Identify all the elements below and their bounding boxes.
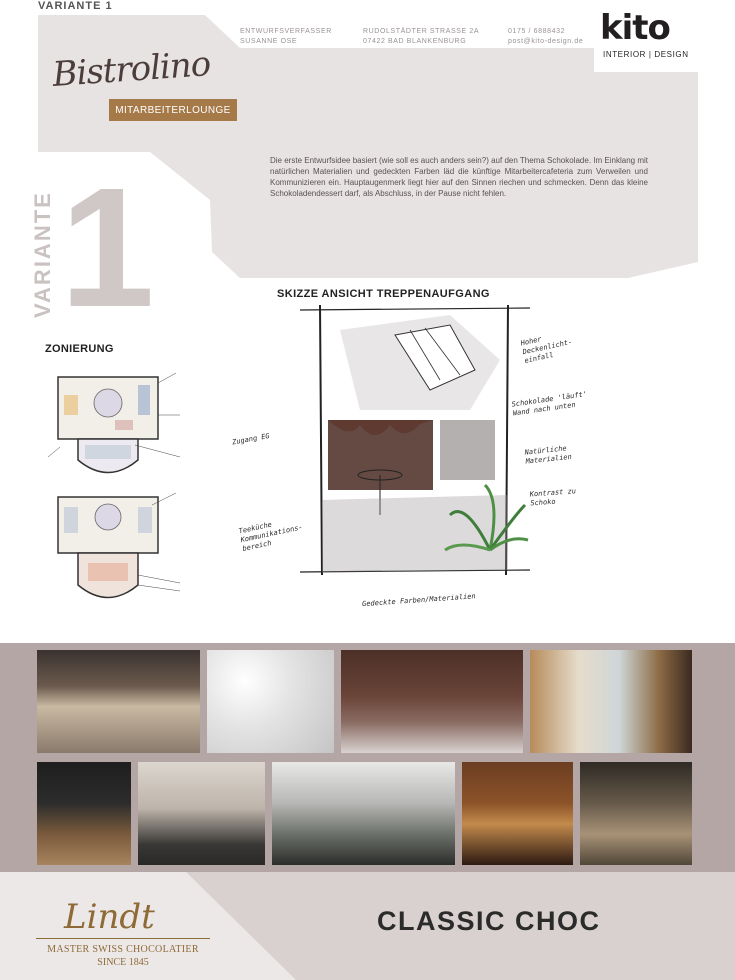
- floor-plan-lower: [58, 493, 180, 598]
- lindt-since: SINCE 1845: [97, 957, 149, 968]
- zonierung-title: ZONIERUNG: [45, 343, 114, 355]
- sketch-note-chocolate-wall: Schokolade 'läuft' Wand nach unten: [511, 390, 588, 418]
- author-block: [240, 27, 332, 47]
- moodboard-photo-wood-installation: [462, 762, 573, 865]
- moodboard-photo-wood-cafe: [530, 650, 692, 753]
- contact-phone: 0175 / 6888432: [508, 28, 566, 35]
- moodboard-photo-white-texture: [207, 650, 334, 753]
- lindt-logo: Lindt: [64, 897, 155, 937]
- variant-number: 1: [60, 153, 155, 343]
- mitarbeiterlounge-badge: MITARBEITERLOUNGE: [109, 99, 237, 121]
- theme-title: CLASSIC CHOC: [377, 906, 601, 936]
- variant-heading: VARIANTE 1: [38, 0, 113, 12]
- sketch-title: SKIZZE ANSICHT TREPPENAUFGANG: [277, 288, 490, 300]
- sketch-note-skylight: Hoher Deckenlicht-einfall: [519, 335, 573, 366]
- address-street: RUDOLSTÄDTER STRASSE 2A: [363, 28, 480, 35]
- author-title: ENTWURFSVERFASSER: [240, 28, 332, 35]
- contact-email[interactable]: post@kito-design.de: [508, 38, 584, 45]
- kito-logo-sub: INTERIOR | DESIGN: [603, 50, 689, 59]
- sketch-note-contrast: Kontrast zu Schoko: [529, 487, 577, 508]
- sketch-note-colors: Gedeckte Farben/Materialien: [361, 592, 476, 609]
- moodboard-photo-pendant-lamps: [37, 762, 131, 865]
- variant-vertical-label: VARIANTE: [30, 191, 55, 318]
- sketch-note-materials: Natürliche Materialien: [524, 444, 573, 466]
- moodboard-photo-bench-cafe: [37, 650, 200, 753]
- moodboard-photo-chocolate-wall: [341, 650, 523, 753]
- floor-plan-upper: [48, 373, 180, 473]
- moodboard-photo-mural-lounge: [272, 762, 455, 865]
- address-city: 07422 BAD BLANKENBURG: [363, 38, 467, 45]
- address-block: [363, 27, 479, 47]
- bistrolino-logo: Bistrolino: [51, 44, 212, 95]
- author-name: SUSANNE OSE: [240, 38, 298, 45]
- moodboard-photo-canteen: [580, 762, 692, 865]
- moodboard-photo-mirror-wall: [138, 762, 265, 865]
- concept-description: Die erste Entwurfsidee basiert (wie soll es auch anders sein?) auf den Thema Schokolade. Im Einklang mit natürlichen Materialien und gedeckten Farben läd die künftige Mitarbeitercafeteria zum Verweilen und Kommunizieren ein. Hauptaugenmerk liegt hier auf den Sinnen riechen und schmecken. Denn das kleine Schokoladendessert darf, als Abschluss, in der Pause nicht fehlen.: [270, 156, 648, 198]
- lindt-divider: [36, 938, 210, 939]
- sketch-note-kitchen: Teeküche Kommunikations-bereich: [237, 520, 304, 554]
- kito-logo: kito: [600, 8, 670, 48]
- sketch-note-access: Zugang EG: [231, 431, 271, 447]
- lindt-tagline: MASTER SWISS CHOCOLATIER: [47, 944, 199, 955]
- contact-block: [508, 27, 583, 47]
- floor-plans: [40, 365, 200, 600]
- staircase-sketch: [300, 300, 530, 580]
